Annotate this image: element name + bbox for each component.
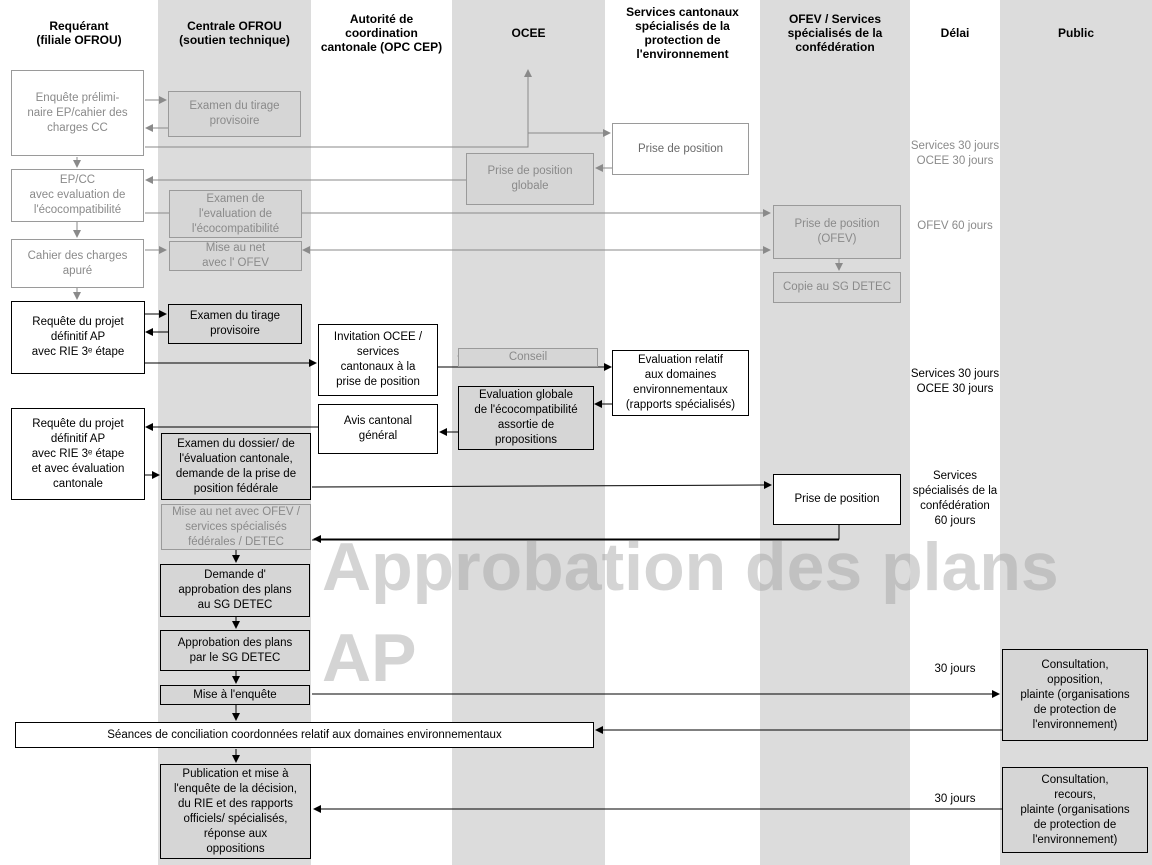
box-prise-position-ofev: Prise de position (OFEV) [773, 205, 901, 259]
box-examen-tirage-provisoire-1: Examen du tirage provisoire [168, 91, 301, 137]
header-ocee: OCEE [511, 26, 546, 40]
box-examen-evaluation: Examen de l'evaluation de l'écocompatibilité [169, 190, 302, 238]
box-consultation-opposition: Consultation, opposition, plainte (organisations de protection de l'environnement) [1002, 649, 1148, 741]
box-publication: Publication et mise à l'enquête de la décision, du RIE et des rapports officiels/ spécialisés, réponse aux oppositions [160, 764, 311, 859]
box-avis-cantonal: Avis cantonal général [318, 404, 438, 454]
box-conseil: Conseil [458, 348, 598, 367]
header-opc: Autorité de coordination cantonale (OPC CEP) [320, 12, 443, 54]
box-ep-cc: EP/CC avec evaluation de l'écocompatibilité [11, 169, 144, 222]
box-prise-position-federale: Prise de position [773, 474, 901, 525]
box-prise-position-cantonale: Prise de position [612, 123, 749, 175]
box-mise-a-lenquete: Mise à l'enquête [160, 685, 310, 705]
box-seances-conciliation: Séances de conciliation coordonnées relatif aux domaines environnementaux [15, 722, 594, 748]
delai-services-ocee-2: Services 30 jours OCEE 30 jours [910, 368, 1000, 395]
header-requerant: Requérant (filiale OFROU) [36, 19, 122, 47]
box-prise-position-globale: Prise de position globale [466, 153, 594, 205]
box-demande-approbation: Demande d' approbation des plans au SG DETEC [160, 564, 310, 617]
header-delai: Délai [940, 26, 970, 40]
box-enquete-preliminaire: Enquête prélimi- naire EP/cahier des charges CC [11, 70, 144, 156]
box-requete-projet-definitif-1: Requête du projet définitif AP avec RIE 3ᵉ étape [11, 301, 145, 374]
header-cantonaux: Services cantonaux spécialisés de la protection de l'environnement [626, 5, 739, 61]
delai-ofev-60: OFEV 60 jours [917, 220, 993, 232]
box-invitation-ocee: Invitation OCEE / services cantonaux à la prise de position [318, 324, 438, 396]
delai-30-jours-1: 30 jours [934, 663, 976, 675]
box-consultation-recours: Consultation, recours, plainte (organisations de protection de l'environnement) [1002, 767, 1148, 853]
header-public: Public [1057, 26, 1094, 40]
box-mise-au-net-services: Mise au net avec OFEV / services spécialisés fédérales / DETEC [161, 504, 311, 550]
box-examen-dossier: Examen du dossier/ de l'évaluation cantonale, demande de la prise de position fédérale [161, 433, 311, 500]
box-evaluation-relatif: Evaluation relatif aux domaines environnementaux (rapports spécialisés) [612, 350, 749, 416]
watermark-line2: AP [322, 620, 417, 696]
box-mise-au-net-ofev: Mise au net avec l' OFEV [169, 241, 302, 271]
box-examen-tirage-provisoire-2: Examen du tirage provisoire [168, 304, 302, 344]
delai-confederation-60: Services spécialisés de la confédération 60 jours [912, 470, 998, 527]
header-ofev: OFEV / Services spécialisés de la confédération [787, 12, 883, 54]
header-ofrou: Centrale OFROU (soutien technique) [179, 19, 290, 47]
box-copie-sg-detec: Copie au SG DETEC [773, 272, 901, 303]
delai-30-jours-2: 30 jours [934, 793, 976, 805]
delai-services-ocee-1: Services 30 jours OCEE 30 jours [910, 140, 1000, 167]
box-evaluation-globale: Evaluation globale de l'écocompatibilité assortie de propositions [458, 386, 594, 450]
box-requete-projet-definitif-2: Requête du projet définitif AP avec RIE 3ᵉ étape et avec évaluation cantonale [11, 408, 145, 500]
watermark-line1: Approbation des plans [322, 529, 1059, 605]
box-approbation-plans: Approbation des plans par le SG DETEC [160, 630, 310, 671]
box-cahier-charges-apure: Cahier des charges apuré [11, 239, 144, 288]
